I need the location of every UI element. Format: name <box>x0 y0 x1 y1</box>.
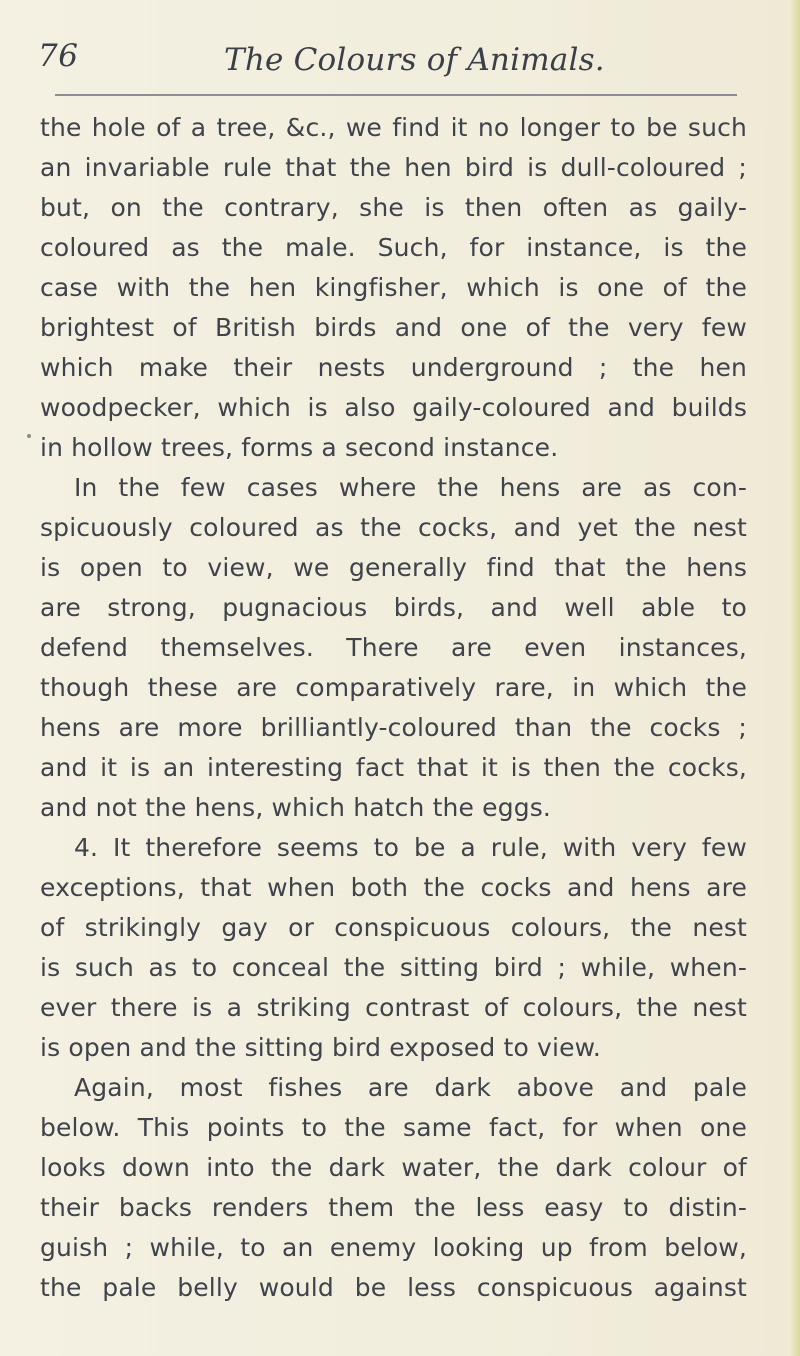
text-line: an invariable rule that the hen bird is dull-coloured ; <box>40 153 747 182</box>
text-line: the hole of a tree, &c., we find it no longer to be such <box>40 113 747 142</box>
text-line: in hollow trees, forms a second instance. <box>40 433 559 462</box>
text-line: defend themselves. There are even instances, <box>40 633 747 662</box>
text-line: though these are comparatively rare, in which the <box>40 673 747 702</box>
page-edge-shadow <box>788 0 800 1356</box>
page-number: 76 <box>38 38 79 74</box>
paragraph-first-line: Again, most fishes are dark above and pale <box>74 1073 747 1102</box>
text-line: and it is an interesting fact that it is then the cocks, <box>40 753 747 782</box>
text-line: ever there is a striking contrast of colours, the nest <box>40 993 747 1022</box>
text-line: their backs renders them the less easy to distin- <box>40 1193 747 1222</box>
text-line: but, on the contrary, she is then often as gaily- <box>40 193 747 222</box>
running-title: The Colours of Animals. <box>224 42 605 78</box>
body-text <box>40 108 747 1308</box>
text-line: of strikingly gay or conspicuous colours, the nest <box>40 913 747 942</box>
margin-mark <box>27 434 31 438</box>
text-line: the pale belly would be less conspicuous against <box>40 1273 747 1302</box>
text-line: which make their nests underground ; the hen <box>40 353 747 382</box>
text-line: are strong, pugnacious birds, and well able to <box>40 593 747 622</box>
paragraph-first-line: In the few cases where the hens are as con- <box>74 473 747 502</box>
text-line: looks down into the dark water, the dark colour of <box>40 1153 747 1182</box>
text-line: below. This points to the same fact, for when one <box>40 1113 747 1142</box>
text-line: woodpecker, which is also gaily-coloured and builds <box>40 393 747 422</box>
text-line: hens are more brilliantly-coloured than the cocks ; <box>40 713 747 742</box>
text-line: guish ; while, to an enemy looking up from below, <box>40 1233 747 1262</box>
text-line: coloured as the male. Such, for instance, is the <box>40 233 747 262</box>
text-line: and not the hens, which hatch the eggs. <box>40 793 552 822</box>
text-line: is open to view, we generally find that the hens <box>40 553 747 582</box>
text-line: case with the hen kingfisher, which is one of the <box>40 273 747 302</box>
page-header <box>0 38 800 88</box>
paragraph-first-line: 4. It therefore seems to be a rule, with very few <box>74 833 747 862</box>
text-line: is such as to conceal the sitting bird ; while, when- <box>40 953 747 982</box>
header-rule <box>55 94 737 96</box>
text-line: exceptions, that when both the cocks and hens are <box>40 873 747 902</box>
text-line: brightest of British birds and one of the very few <box>40 313 747 342</box>
text-line: is open and the sitting bird exposed to view. <box>40 1033 601 1062</box>
text-line: spicuously coloured as the cocks, and yet the nest <box>40 513 747 542</box>
